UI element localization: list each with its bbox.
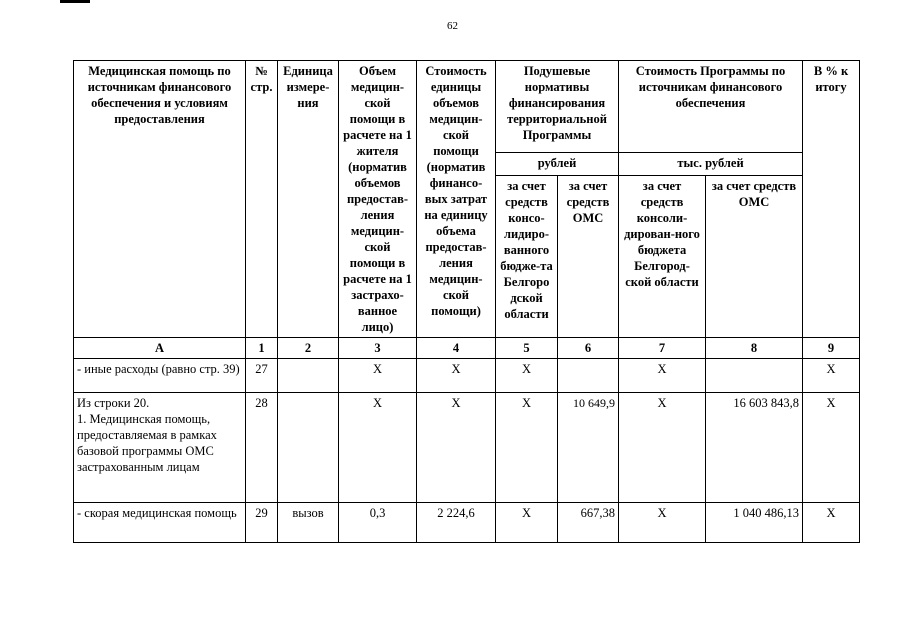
header-row-1	[74, 61, 860, 153]
table-row	[74, 503, 860, 543]
row-col-5: Х	[496, 359, 558, 393]
header-col-5: за счет средств консо-лидиро-ванного бюдже-та Белгоро дской области	[496, 176, 558, 338]
row-name: - иные расходы (равно стр. 39)	[74, 359, 246, 393]
row-unit: вызов	[278, 503, 339, 543]
row-col-9: Х	[803, 503, 860, 543]
row-col-5: Х	[496, 503, 558, 543]
row-unit	[278, 359, 339, 393]
column-letter: А	[74, 338, 246, 359]
column-letter: 2	[278, 338, 339, 359]
page-number: 62	[447, 20, 458, 32]
column-letter: 4	[417, 338, 496, 359]
row-number: 28	[246, 393, 278, 503]
header-unit-thrub: тыс. рублей	[619, 153, 803, 176]
row-col-3: 0,3	[339, 503, 417, 543]
column-letter: 9	[803, 338, 860, 359]
scan-artifact	[60, 0, 90, 3]
row-number: 29	[246, 503, 278, 543]
row-col-3: Х	[339, 393, 417, 503]
row-col-4: Х	[417, 359, 496, 393]
table-row	[74, 393, 860, 503]
row-col-8	[706, 359, 803, 393]
row-unit	[278, 393, 339, 503]
column-letter: 8	[706, 338, 803, 359]
header-col-6: за счет средств ОМС	[558, 176, 619, 338]
financing-table	[73, 60, 860, 543]
header-col-3: Объем медицин-ской помощи в расчете на 1 жителя (норматив объемов предостав-ления медицин-ской помощи в расчете на 1 застрахо-ванное лицо)	[339, 61, 417, 338]
row-col-8: 16 603 843,8	[706, 393, 803, 503]
header-col-9: В % к итогу	[803, 61, 860, 338]
row-col-6: 10 649,9	[558, 393, 619, 503]
row-col-6: 667,38	[558, 503, 619, 543]
header-col-2: Единица измере-ния	[278, 61, 339, 338]
row-col-7: Х	[619, 503, 706, 543]
header-group-norms: Подушевые нормативы финансирования территориальной Программы	[496, 61, 619, 153]
column-letter: 3	[339, 338, 417, 359]
header-col-1: № стр.	[246, 61, 278, 338]
row-name: - скорая медицинская помощь	[74, 503, 246, 543]
row-col-4: Х	[417, 393, 496, 503]
row-col-6	[558, 359, 619, 393]
row-col-3: Х	[339, 359, 417, 393]
header-group-cost: Стоимость Программы по источникам финансового обеспечения	[619, 61, 803, 153]
header-col-a: Медицинская помощь по источникам финансового обеспечения и условиям предоставления	[74, 61, 246, 338]
row-col-5: Х	[496, 393, 558, 503]
row-col-8: 1 040 486,13	[706, 503, 803, 543]
header-unit-rub: рублей	[496, 153, 619, 176]
row-col-9: Х	[803, 359, 860, 393]
row-name: Из строки 20. 1. Медицинская помощь, предоставляемая в рамках базовой программы ОМС застрахованным лицам	[74, 393, 246, 503]
column-letter: 7	[619, 338, 706, 359]
header-col-4: Стоимость единицы объемов медицин-ской помощи (норматив финансо-вых затрат на единицу объема предостав-ления медицин-ской помощи)	[417, 61, 496, 338]
column-letters-row	[74, 338, 860, 359]
row-number: 27	[246, 359, 278, 393]
header-col-8: за счет средств ОМС	[706, 176, 803, 338]
column-letter: 1	[246, 338, 278, 359]
row-col-7: Х	[619, 359, 706, 393]
row-col-9: Х	[803, 393, 860, 503]
column-letter: 6	[558, 338, 619, 359]
row-col-7: Х	[619, 393, 706, 503]
header-col-7: за счет средств консоли-дирован-ного бюджета Белгород-ской области	[619, 176, 706, 338]
column-letter: 5	[496, 338, 558, 359]
table-row	[74, 359, 860, 393]
row-col-4: 2 224,6	[417, 503, 496, 543]
